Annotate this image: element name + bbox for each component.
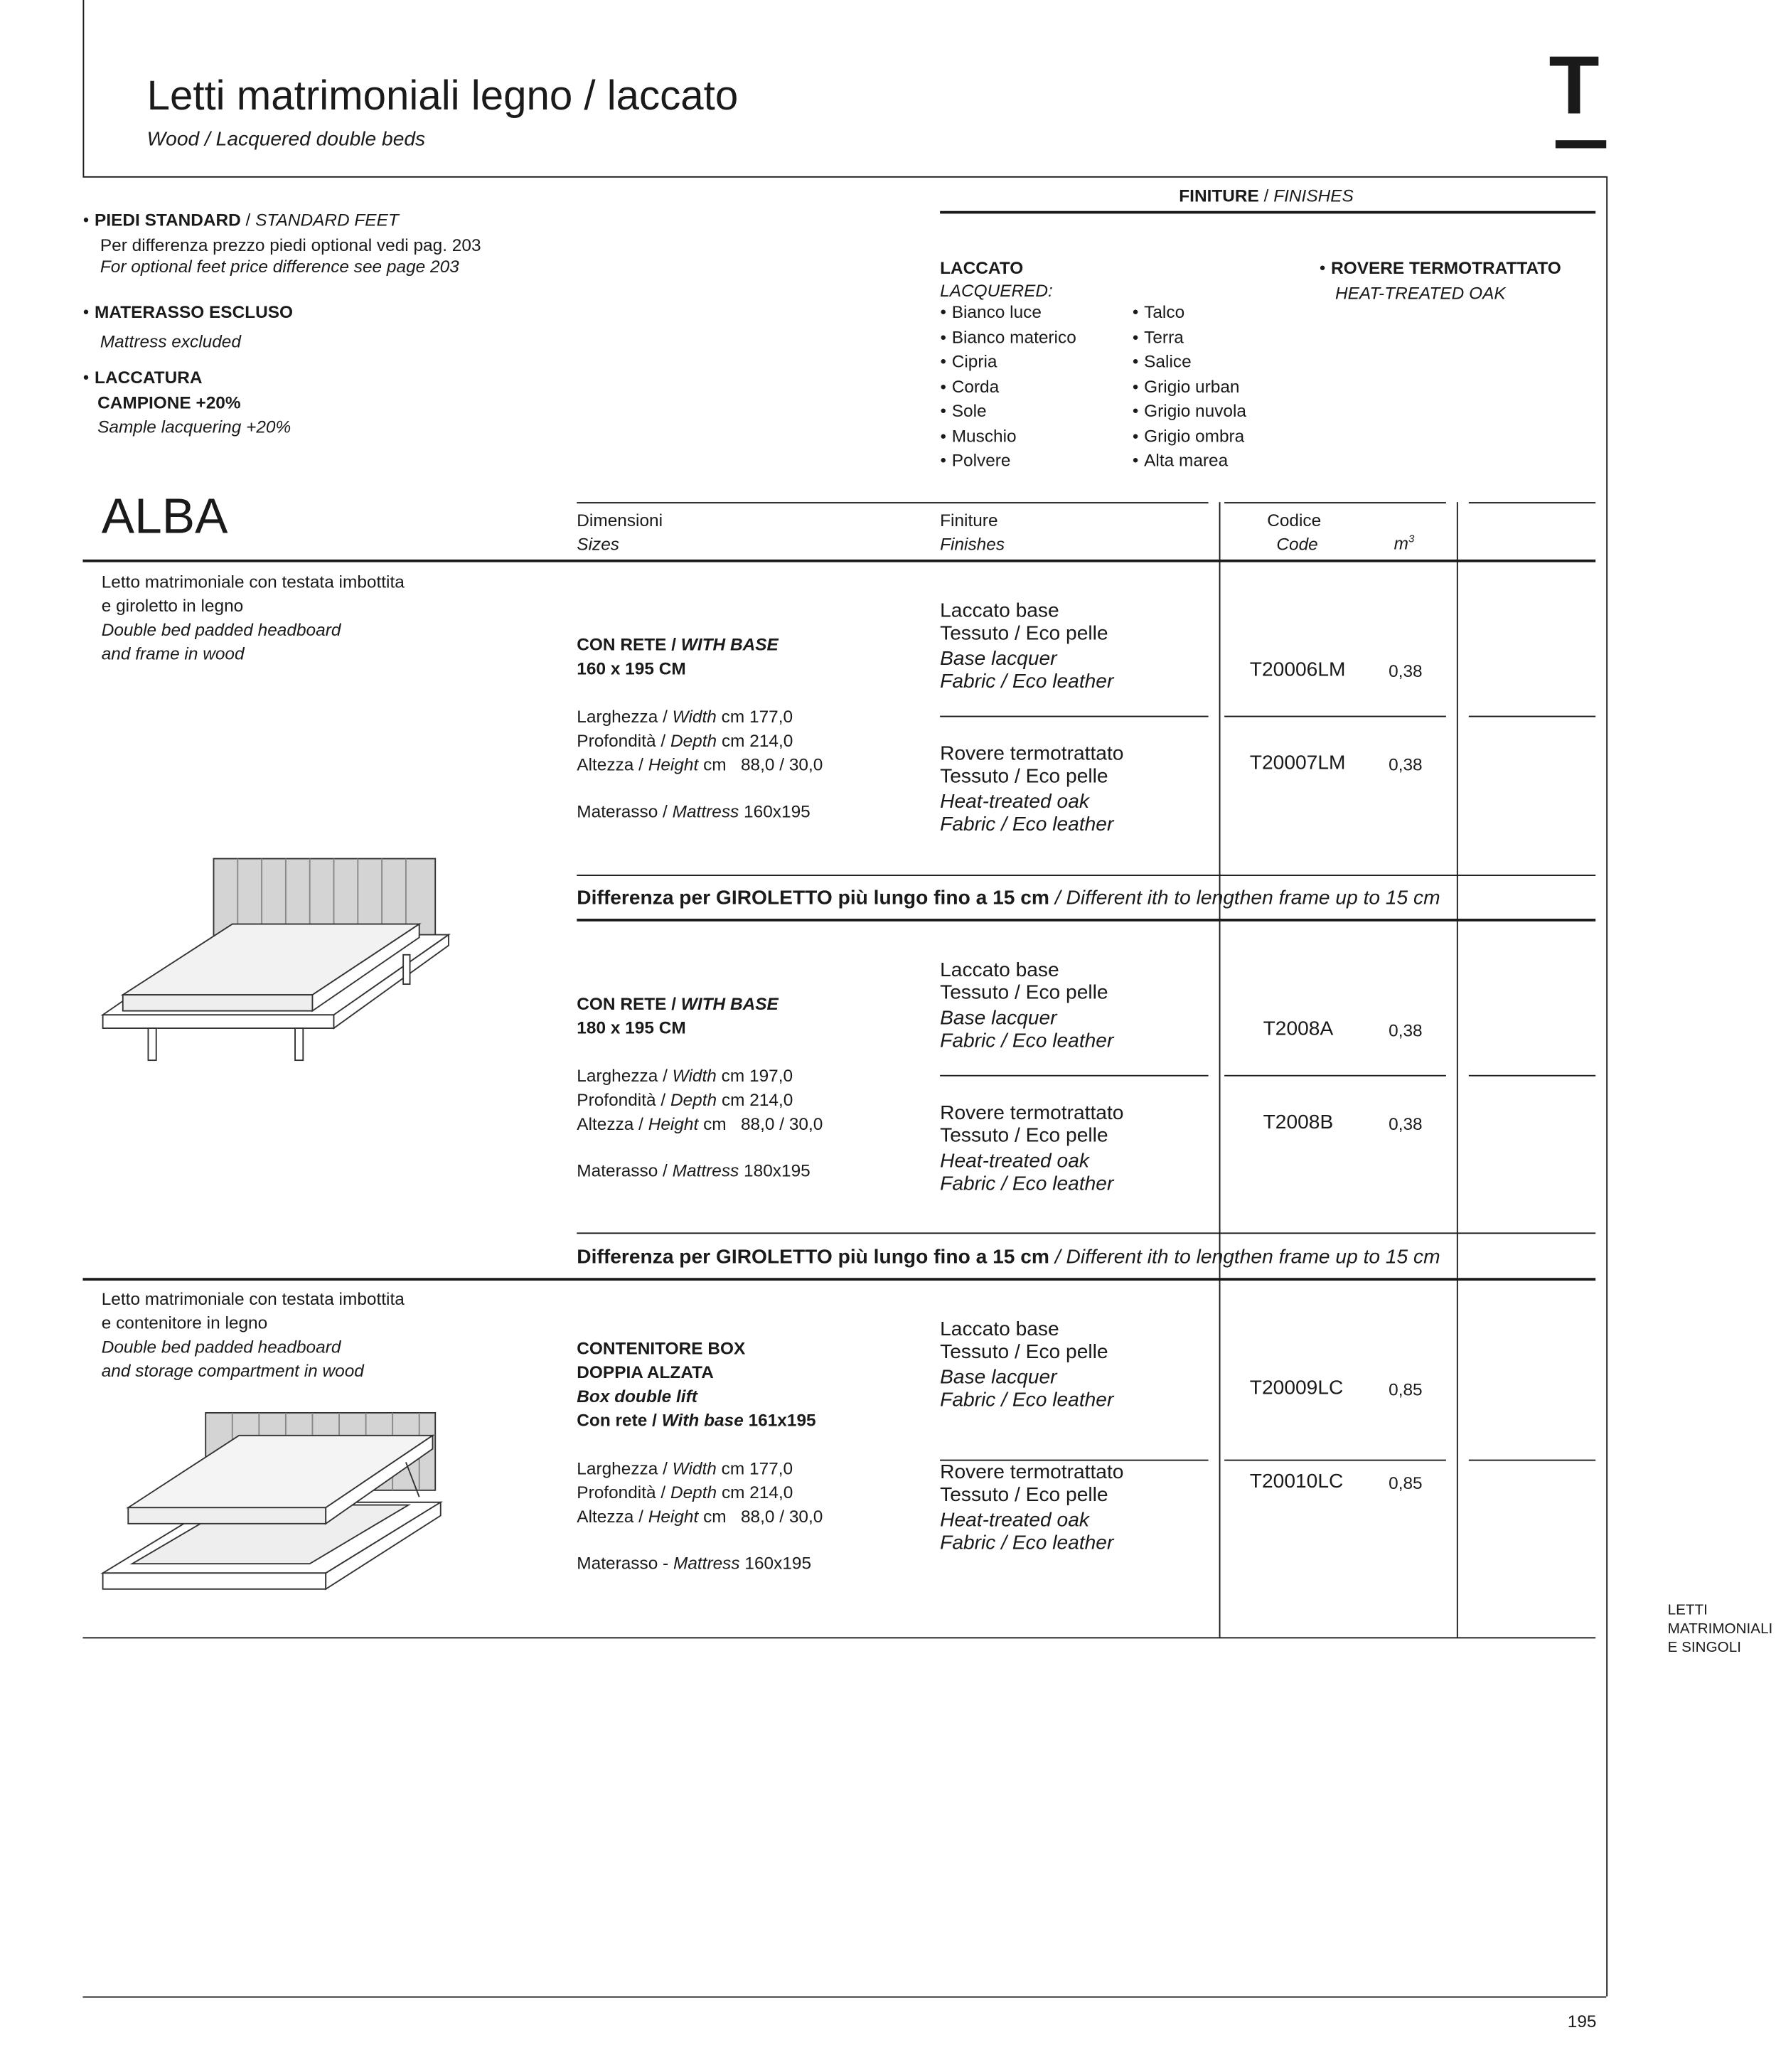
dimension-row: [577, 1481, 823, 1505]
col-label-en: Code: [1276, 534, 1318, 555]
divider: [82, 1637, 1595, 1638]
note-title-en: STANDARD FEET: [255, 209, 399, 230]
col-label-sup: 3: [1408, 533, 1415, 545]
divider: [577, 919, 1595, 922]
dimension-row: [577, 1064, 823, 1089]
dim-label-en: Width: [672, 706, 717, 727]
frame-note-it: Differenza per GIROLETTO più lungo fino a 15 cm: [577, 886, 1049, 909]
divider: [940, 716, 1208, 717]
dim-value: cm 214,0: [721, 1482, 793, 1502]
finish-line: Heat-treated oak: [940, 790, 1089, 813]
divider: [1469, 1460, 1595, 1461]
desc-line: and frame in wood: [101, 644, 245, 664]
dim-label: Profondità /: [577, 1482, 670, 1502]
divider: [1224, 1075, 1446, 1077]
desc-line: e giroletto in legno: [101, 595, 244, 616]
dimension-row: [577, 729, 823, 753]
frame-note-en: / Different ith to lengthen frame up to 15 cm: [1049, 1246, 1440, 1269]
product-volume: 0,38: [1389, 754, 1423, 775]
spacer: [577, 1433, 823, 1457]
product-code: T20007LM: [1249, 752, 1346, 775]
divider: [82, 0, 84, 176]
color-item: ● Salice: [1133, 351, 1246, 376]
type: CON RETE /: [577, 993, 681, 1014]
divider: [1224, 502, 1446, 503]
base-type: [577, 992, 823, 1016]
mattress-label-en: Mattress: [673, 1553, 740, 1574]
color-item: ● Grigio urban: [1133, 376, 1246, 401]
product-volume: 0,38: [1389, 1020, 1423, 1040]
divider: [82, 560, 1595, 562]
dim-label-en: Height: [648, 1506, 699, 1527]
frame-note-it: Differenza per GIROLETTO più lungo fino a 15 cm: [577, 1246, 1049, 1269]
finish-line: Base lacquer: [940, 1366, 1057, 1389]
lacquered-title: LACCATO: [940, 257, 1024, 278]
dim-value: cm 177,0: [721, 706, 793, 727]
color-item: ● Polvere: [940, 450, 1076, 475]
desc-line: Double bed padded headboard: [101, 619, 341, 640]
dimension-row: [577, 1505, 823, 1529]
dim-label: Altezza /: [577, 1114, 648, 1134]
spacer: [577, 777, 823, 800]
color-item: ● Cipria: [940, 351, 1076, 376]
dim-value: cm 88,0 / 30,0: [703, 754, 823, 775]
col-label-en: Finishes: [940, 534, 1005, 555]
col-header-fin: [940, 509, 1005, 557]
finishes-title: FINITURE: [1179, 186, 1259, 206]
dim-label-en: Depth: [670, 1482, 717, 1502]
type-en: WITH BASE: [680, 993, 779, 1014]
divider: [1469, 1075, 1595, 1077]
mattress-size: 180x195: [744, 1160, 811, 1181]
mattress-row: [577, 1552, 823, 1576]
description-2: [102, 1287, 405, 1383]
divider: [577, 1232, 1595, 1234]
finish-line: Fabric / Eco leather: [940, 1028, 1114, 1052]
description-1: [102, 570, 405, 666]
divider: [577, 502, 1208, 503]
finish-line: Tessuto / Eco pelle: [940, 764, 1108, 788]
finish-line: Laccato base: [940, 958, 1059, 982]
color-item: ● Talco: [1133, 301, 1246, 326]
page-subtitle: Wood / Lacquered double beds: [146, 128, 426, 151]
dim-label-en: Depth: [670, 730, 717, 751]
finish-line: Rovere termotrattato: [940, 742, 1124, 766]
page-number: 195: [1567, 2011, 1597, 2031]
finish-line: Base lacquer: [940, 647, 1057, 671]
mattress-row: [577, 1159, 823, 1183]
color-item: ● Bianco materico: [940, 326, 1076, 351]
note-title: ● MATERASSO ESCLUSO: [82, 299, 293, 329]
desc-line: and storage compartment in wood: [101, 1360, 364, 1381]
base-size: 161x195: [743, 1410, 816, 1431]
finish-line: Laccato base: [940, 599, 1059, 623]
desc-line: Letto matrimoniale con testata imbottita: [101, 1288, 405, 1309]
base: Con rete /: [577, 1410, 662, 1431]
finish-line: Fabric / Eco leather: [940, 669, 1114, 693]
dim-label: Larghezza /: [577, 1458, 673, 1478]
color-item: ● Alta marea: [1133, 450, 1246, 475]
color-item: ● Muschio: [940, 425, 1076, 450]
dim-value: cm 88,0 / 30,0: [703, 1506, 823, 1527]
color-item: ● Corda: [940, 376, 1076, 401]
dim-value: cm 214,0: [721, 730, 793, 751]
finish-line: Tessuto / Eco pelle: [940, 621, 1108, 645]
dim-label: Larghezza /: [577, 1065, 673, 1086]
side-section-label: [1668, 1601, 1773, 1657]
dim-label: Altezza /: [577, 1506, 648, 1527]
product-volume: 0,38: [1389, 1114, 1423, 1134]
bed-size: 180 x 195 CM: [577, 1018, 686, 1038]
divider: [82, 176, 1606, 178]
spacer: [577, 1529, 823, 1552]
dim-label-en: Height: [648, 754, 699, 775]
finish-line: Fabric / Eco leather: [940, 1171, 1114, 1195]
finishes-title-en: FINISHES: [1273, 186, 1354, 206]
dimension-row: [577, 1457, 823, 1481]
page-title: Letti matrimoniali legno / laccato: [146, 72, 739, 119]
dim-label: Altezza /: [577, 754, 648, 775]
side-label-line: LETTI: [1667, 1602, 1708, 1619]
frame-note-en: / Different ith to lengthen frame up to 15 cm: [1049, 886, 1440, 909]
lacquered-title-en: LACQUERED:: [940, 279, 1053, 300]
divider: [1224, 1460, 1446, 1461]
dim-value: cm 214,0: [721, 1089, 793, 1110]
divider: [1219, 502, 1221, 1637]
mattress-size: 160x195: [744, 1553, 812, 1574]
finish-option: [940, 744, 1123, 836]
section-letter: T: [1548, 40, 1600, 132]
frame-note: [577, 887, 1440, 909]
storage-bed-illustration: [99, 1409, 459, 1602]
finish-line: Base lacquer: [940, 1007, 1057, 1030]
lacquered-colors-2: [1133, 301, 1246, 474]
divider: [940, 211, 1595, 214]
mattress-label-en: Mattress: [672, 801, 739, 821]
col-label: m: [1393, 533, 1408, 554]
color-item: ● Sole: [940, 400, 1076, 425]
note-title: ● LACCATURA: [82, 367, 291, 392]
dimension-row: [577, 1089, 823, 1113]
bed-size: 160 x 195 CM: [577, 658, 686, 679]
col-label: Codice: [1267, 510, 1322, 530]
dimension-row: [577, 1112, 823, 1136]
finish-option: [940, 1462, 1123, 1554]
side-label-line: MATRIMONIALI: [1667, 1620, 1773, 1638]
mattress-label: Materasso /: [577, 1160, 673, 1181]
col-header-dim: [577, 509, 663, 557]
finish-option: [940, 960, 1113, 1052]
mattress-label-en: Mattress: [672, 1160, 739, 1181]
side-label-line: E SINGOLI: [1667, 1640, 1741, 1656]
base-line: [577, 1409, 823, 1433]
finishes-heading: FINITURE / FINISHES: [1179, 186, 1354, 206]
finish-line: Heat-treated oak: [940, 1509, 1089, 1532]
note-feet: ● PIEDI STANDARD / STANDARD FEET Per differenza prezzo piedi optional vedi pag. 203 For optional feet price difference see page 203: [82, 210, 481, 279]
section-bar: [1556, 140, 1606, 148]
color-item: ● Bianco luce: [940, 301, 1076, 326]
dim-label-en: Depth: [670, 1089, 717, 1110]
product-code: T2008A: [1263, 1018, 1334, 1040]
product-volume: 0,38: [1389, 661, 1423, 681]
divider: [82, 1278, 1595, 1281]
note-text: Per differenza prezzo piedi optional vedi pag. 203: [100, 234, 481, 255]
oak-title: ● ROVERE TERMOTRATTATO: [1319, 257, 1561, 282]
divider: [1457, 502, 1458, 1637]
desc-line: e contenitore in legno: [101, 1313, 268, 1333]
type: CON RETE /: [577, 634, 681, 655]
dim-label: Profondità /: [577, 1089, 670, 1110]
type-en: Box double lift: [577, 1386, 697, 1406]
col-header-code: [1267, 509, 1321, 557]
type: DOPPIA ALZATA: [577, 1362, 714, 1382]
finish-option: [940, 601, 1113, 693]
spacer: [577, 1136, 823, 1159]
mattress-label: Materasso -: [577, 1553, 673, 1574]
product-code: T20010LC: [1249, 1470, 1344, 1493]
finish-line: Tessuto / Eco pelle: [940, 1123, 1108, 1147]
dimension-row: [577, 753, 823, 777]
note-lacquering: [82, 367, 291, 438]
dim-label: Profondità /: [577, 730, 670, 751]
oak-title-en: HEAT-TREATED OAK: [1335, 282, 1506, 303]
finish-line: Laccato base: [940, 1318, 1059, 1341]
finish-line: Tessuto / Eco pelle: [940, 1483, 1108, 1506]
divider: [940, 1075, 1208, 1077]
finish-option: [940, 1319, 1113, 1411]
col-label: Finiture: [940, 510, 998, 530]
type: CONTENITORE BOX: [577, 1337, 746, 1358]
base-en: With base: [661, 1410, 744, 1431]
product-volume: 0,85: [1389, 1379, 1423, 1400]
divider: [1606, 176, 1608, 1997]
mattress-size: 160x195: [744, 801, 811, 821]
col-label-en: Sizes: [577, 534, 620, 555]
finish-line: Fabric / Eco leather: [940, 1531, 1114, 1554]
type-en: WITH BASE: [680, 634, 779, 655]
col-label: Dimensioni: [577, 510, 663, 530]
divider: [1469, 502, 1595, 503]
product-code: T2008B: [1263, 1111, 1334, 1134]
note-title: CAMPIONE +20%: [97, 392, 241, 412]
note-text-en: Mattress excluded: [100, 331, 241, 351]
desc-line: Double bed padded headboard: [101, 1336, 341, 1357]
finish-line: Rovere termotrattato: [940, 1460, 1124, 1484]
finish-line: Fabric / Eco leather: [940, 812, 1114, 835]
base-type: [577, 633, 823, 657]
mattress-label: Materasso /: [577, 801, 673, 821]
divider: [1469, 716, 1595, 717]
product-code: T20006LM: [1249, 658, 1346, 681]
dim-label-en: Width: [672, 1065, 717, 1086]
note-mattress: [82, 299, 293, 356]
desc-line: Letto matrimoniale con testata imbottita: [101, 571, 405, 592]
dim-label-en: Width: [672, 1458, 717, 1478]
note-title: ● PIEDI STANDARD: [82, 210, 240, 230]
mattress-row: [577, 800, 823, 824]
note-text-en: For optional feet price difference see page 203: [100, 256, 459, 277]
size-spec: [577, 1337, 823, 1576]
finish-line: Tessuto / Eco pelle: [940, 1340, 1108, 1363]
spacer: [577, 1040, 823, 1064]
color-item: ● Grigio nuvola: [1133, 400, 1246, 425]
finish-line: Fabric / Eco leather: [940, 1388, 1114, 1411]
divider: [82, 1997, 1606, 1998]
dimension-row: [577, 705, 823, 730]
lacquered-finishes: [940, 257, 1076, 474]
finish-line: Tessuto / Eco pelle: [940, 981, 1108, 1004]
dim-value: cm 177,0: [721, 1458, 793, 1478]
dim-label-en: Height: [648, 1114, 699, 1134]
product-volume: 0,85: [1389, 1473, 1423, 1493]
color-item: ● Terra: [1133, 326, 1246, 351]
col-header-vol: [1394, 533, 1415, 553]
product-code: T20009LC: [1249, 1377, 1344, 1400]
frame-note: [577, 1246, 1440, 1269]
oak-finish: [1319, 257, 1561, 304]
dim-label: Larghezza /: [577, 706, 673, 727]
product-name: ALBA: [101, 488, 228, 544]
finish-line: Rovere termotrattato: [940, 1101, 1124, 1125]
spacer: [577, 681, 823, 705]
divider: [577, 875, 1595, 876]
divider: [1224, 716, 1446, 717]
size-spec: [577, 992, 823, 1183]
note-text-en: Sample lacquering +20%: [97, 416, 291, 437]
finish-line: Heat-treated oak: [940, 1149, 1089, 1173]
color-item: ● Grigio ombra: [1133, 425, 1246, 450]
finish-option: [940, 1103, 1123, 1195]
bed-illustration: [99, 855, 459, 1068]
size-spec: [577, 633, 823, 824]
divider: [940, 1460, 1208, 1461]
dim-value: cm 197,0: [721, 1065, 793, 1086]
dim-value: cm 88,0 / 30,0: [703, 1114, 823, 1134]
